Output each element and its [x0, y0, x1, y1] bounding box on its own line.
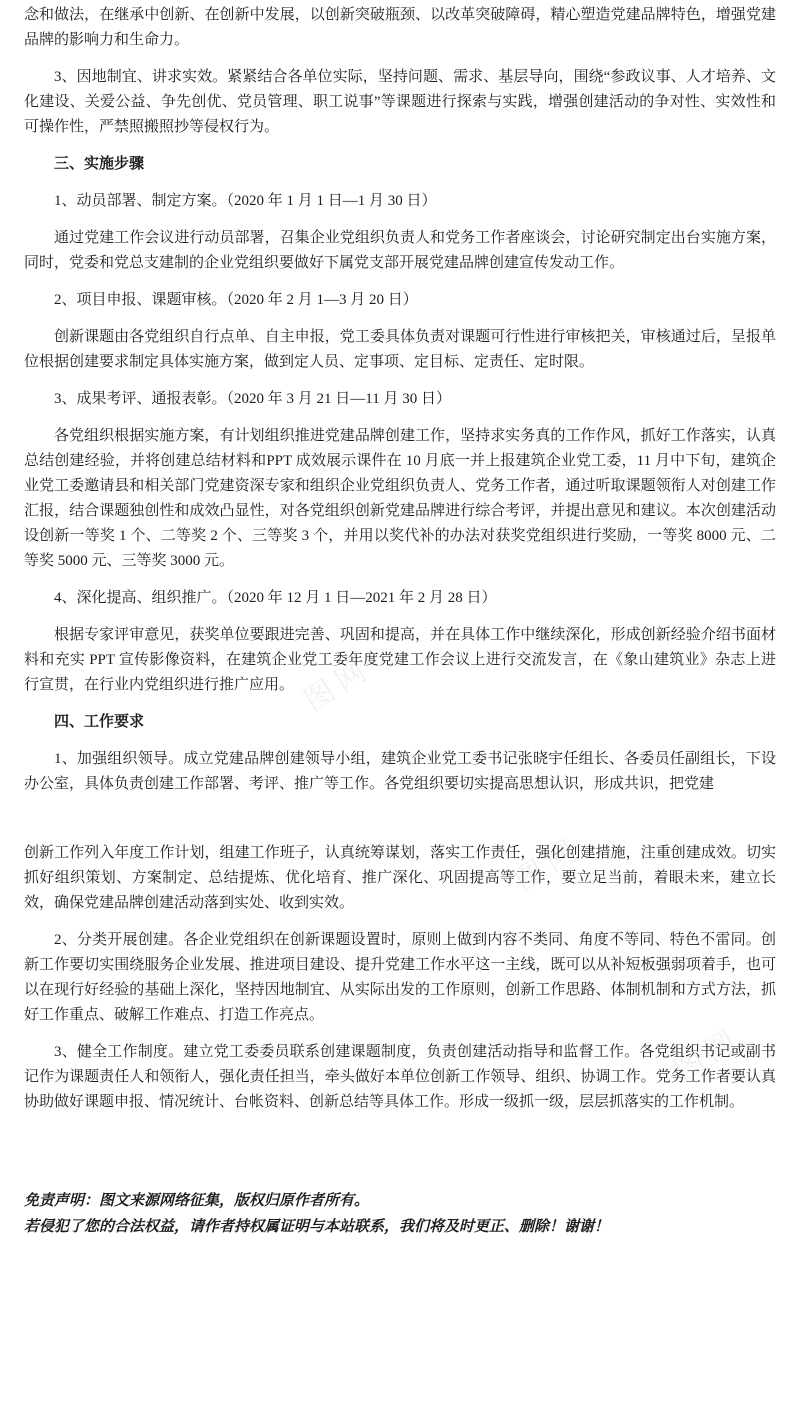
paragraph-continuation: 创新工作列入年度工作计划，组建工作班子，认真统筹谋划，落实工作责任，强化创建措施，注重创建成效。切实抓好组织策划、方案制定、总结提炼、优化培育、推广深化、巩固提高等工作，要立足当前，着眼未来，建立长效，确保党建品牌创建活动落到实处、收到实效。 — [24, 845, 776, 911]
paragraph: 2、分类开展创建。各企业党组织在创新课题设置时，原则上做到内容不类同、角度不等同、特色不雷同。创新工作要切实围绕服务企业发展、推进项目建设、提升党建工作水平这一主线，既可以从补短板强弱项着手，也可以在现行好经验的基础上深化，坚持因地制宜、从实际出发的工作原则，创新工作思路、体制机制和方式方法，抓好工作重点、破解工作难点、打造工作亮点。 — [24, 932, 776, 1023]
paragraph: 创新课题由各党组织自行点单、自主申报，党工委具体负责对课题可行性进行审核把关，审核通过后，呈报单位根据创建要求制定具体实施方案，做到定人员、定事项、定目标、定责任、定时限。 — [24, 329, 776, 370]
paragraph: 3、因地制宜、讲求实效。紧紧结合各单位实际，坚持问题、需求、基层导向，围绕“参政议事、人才培养、文化建设、关爱公益、争先创优、党员管理、职工说事”等课题进行探索与实践，增强创建活动的争对性、实效性和可操作性，严禁照搬照抄等侵权行为。 — [24, 69, 776, 135]
page-break-gap — [24, 1127, 776, 1189]
paragraph: 各党组织根据实施方案，有计划组织推进党建品牌创建工作，坚持求实务真的工作作风，抓好工作落实，认真总结创建经验，并将创建总结材料和PPT 成效展示课件在 10 月底一并上报建筑企业党工委，11 月中下旬，建筑企业党工委邀请县和相关部门党建资深专家和组织企业党组织负责人、党务工作者，通过听取课题领衔人对创建工作汇报，结合课题独创性和成效凸显性，对各党组织创新党建品牌进行综合考评，并提出意见和建议。本次创建活动设创新一等奖 1 个、二等奖 2 个、三等奖 3 个，并用以奖代补的办法对获奖党组织进行奖励，一等奖 8000 元、二等奖 5000 元、三等奖 3000 元。 — [24, 428, 776, 569]
disclaimer-line: 若侵犯了您的合法权益，请作者持权属证明与本站联系，我们将及时更正、删除！谢谢！ — [24, 1219, 610, 1235]
paragraph-continuation: 念和做法，在继承中创新、在创新中发展，以创新突破瓶颈、以改革突破障碍，精心塑造党建品牌特色，增强党建品牌的影响力和生命力。 — [24, 7, 776, 48]
page-break-gap — [24, 809, 776, 841]
watermark-text: 图网 — [508, 831, 588, 899]
section-heading: 四、工作要求 — [54, 714, 145, 730]
step-item-line: 1、动员部署、制定方案。（2020 年 1 月 1 日—1 月 30 日） — [54, 193, 437, 209]
step-item-line: 2、项目申报、课题审核。（2020 年 2 月 1—3 月 20 日） — [54, 292, 418, 308]
paragraph: 通过党建工作会议进行动员部署，召集企业党组织负责人和党务工作者座谈会，讨论研究制定出台实施方案，同时，党委和党总支建制的企业党组织要做好下属党支部开展党建品牌创建宣传发动工作。 — [24, 230, 776, 271]
watermark-text: 图网 — [298, 651, 378, 719]
step-item-line: 4、深化提高、组织推广。（2020 年 12 月 1 日—2021 年 2 月 28 日） — [54, 590, 497, 606]
watermark-text: 图网 — [668, 1021, 748, 1089]
paragraph: 根据专家评审意见，获奖单位要跟进完善、巩固和提高，并在具体工作中继续深化，形成创新经验介绍书面材料和充实 PPT 宣传影像资料，在建筑企业党工委年度党建工作会议上进行交流发言，在《象山建筑业》杂志上进行宣贯，在行业内党组织进行推广应用。 — [24, 627, 776, 693]
step-item-line: 3、成果考评、通报表彰。（2020 年 3 月 21 日—11 月 30 日） — [54, 391, 451, 407]
disclaimer-line: 免责声明：图文来源网络征集，版权归原作者所有。 — [24, 1193, 370, 1209]
paragraph: 1、加强组织领导。成立党建品牌创建领导小组，建筑企业党工委书记张晓宇任组长、各委员任副组长，下设办公室，具体负责创建工作部署、考评、推广等工作。各党组织要切实提高思想认识，形成共识，把党建 — [24, 751, 776, 792]
paragraph: 3、健全工作制度。建立党工委委员联系创建课题制度，负责创建活动指导和监督工作。各党组织书记或副书记作为课题责任人和领衔人，强化责任担当，牵头做好本单位创新工作领导、组织、协调工作。党务工作者要认真协助做好课题申报、情况统计、台帐资料、创新总结等具体工作。形成一级抓一级，层层抓落实的工作机制。 — [24, 1044, 776, 1110]
section-heading: 三、实施步骤 — [54, 156, 145, 172]
